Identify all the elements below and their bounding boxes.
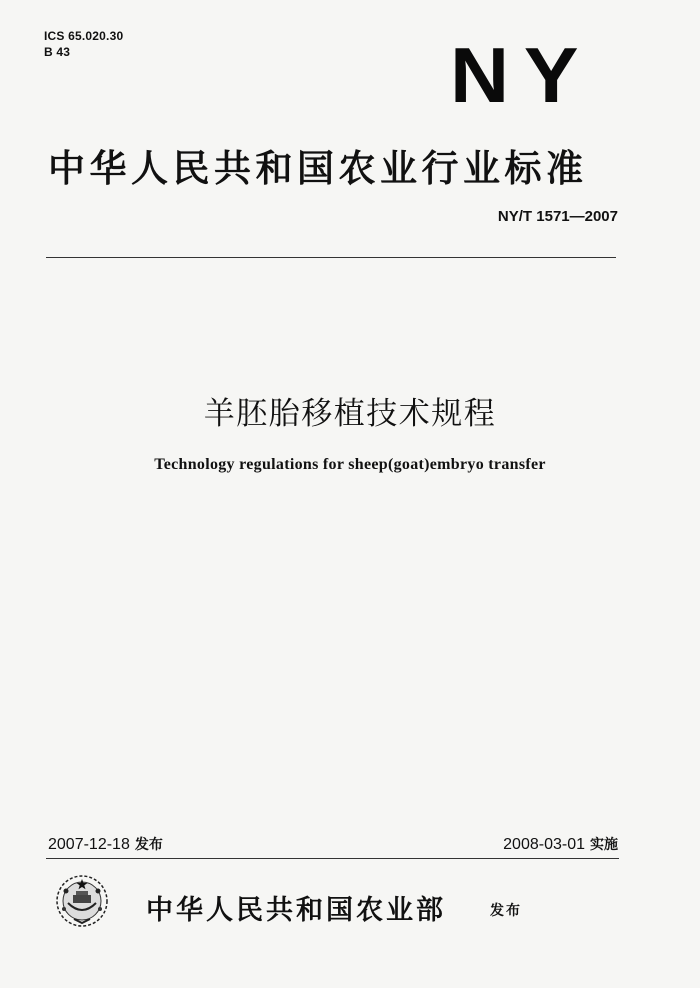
ics-code: ICS 65.020.30 [44, 29, 124, 43]
implement-label: 实施 [590, 837, 618, 853]
standard-code: NY/T 1571—2007 [497, 208, 618, 225]
ministry-name: 中华人民共和国农业部 [146, 895, 446, 926]
classification-code: B 43 [44, 45, 71, 59]
implement-date-block [503, 834, 618, 854]
publish-date-block [48, 834, 163, 854]
publish-date: 2007-12-18 [48, 836, 130, 853]
document-title-cn: 羊胚胎移植技术规程 [203, 396, 497, 432]
ny-logo: NY [450, 31, 594, 119]
national-emblem-icon [54, 873, 110, 929]
ics-block [44, 28, 123, 60]
standard-title: 中华人民共和国农业行业标准 [48, 147, 588, 190]
bottom-divider [46, 858, 619, 859]
publish-label: 发布 [134, 837, 163, 853]
implement-date: 2008-03-01 [503, 836, 585, 853]
document-title-en: Technology regulations for sheep(goat)embryo transfer [154, 456, 546, 473]
issue-label: 发布 [490, 903, 522, 919]
top-divider [46, 257, 616, 258]
